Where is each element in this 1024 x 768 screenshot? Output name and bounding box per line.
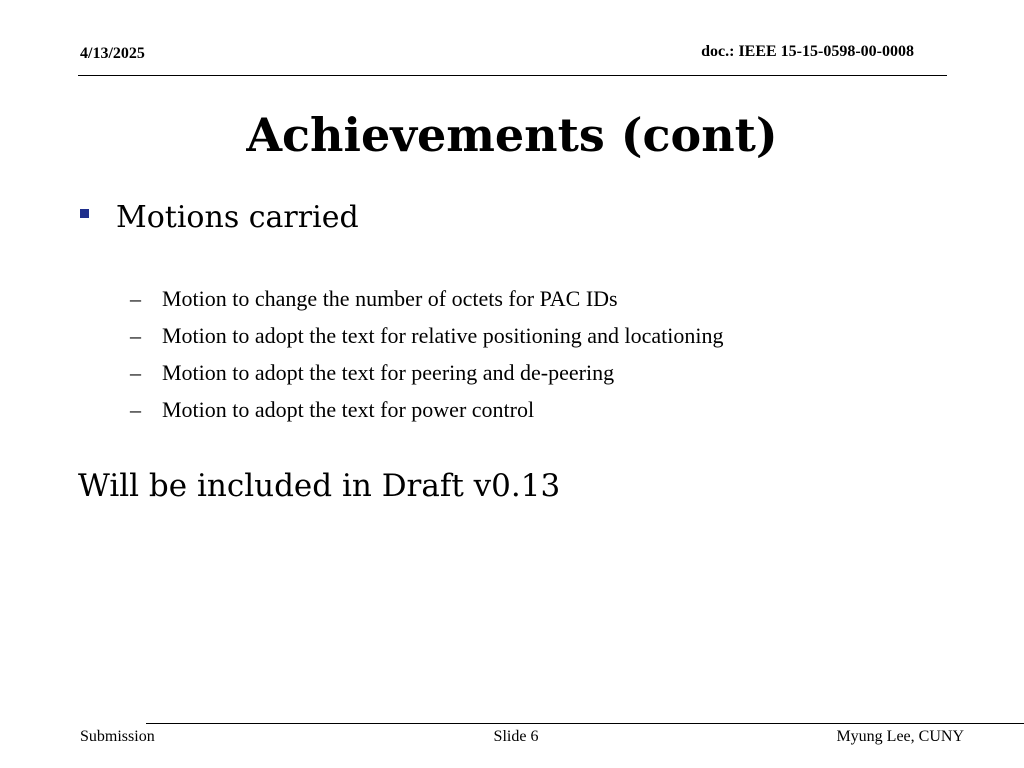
sub-bullet-list [130,283,724,431]
list-item-text: Motion to change the number of octets for PAC IDs [162,286,618,311]
footer-divider [146,723,1024,724]
square-bullet-icon [80,209,89,218]
header-divider [78,75,947,76]
closing-text: Will be included in Draft v0.13 [78,468,561,504]
header-date: 4/13/2025 [80,45,145,62]
list-item [130,394,724,431]
footer-submission: Submission [80,728,155,745]
list-item [130,283,724,320]
header-doc-id: doc.: IEEE 15-15-0598-00-0008 [701,43,914,60]
dash-icon: – [130,323,141,348]
list-item [130,320,724,357]
bullet-level1 [80,200,359,235]
dash-icon: – [130,397,141,422]
list-item-text: Motion to adopt the text for relative positioning and locationing [162,323,724,348]
dash-icon: – [130,286,141,311]
list-item-text: Motion to adopt the text for power control [162,397,535,422]
list-item-text: Motion to adopt the text for peering and de-peering [162,360,615,385]
slide-title: Achievements (cont) [246,108,778,162]
footer-author: Myung Lee, CUNY [836,728,964,745]
dash-icon: – [130,360,141,385]
footer-slide-number: Slide 6 [493,728,539,745]
bullet-text: Motions carried [116,200,359,235]
list-item [130,357,724,394]
